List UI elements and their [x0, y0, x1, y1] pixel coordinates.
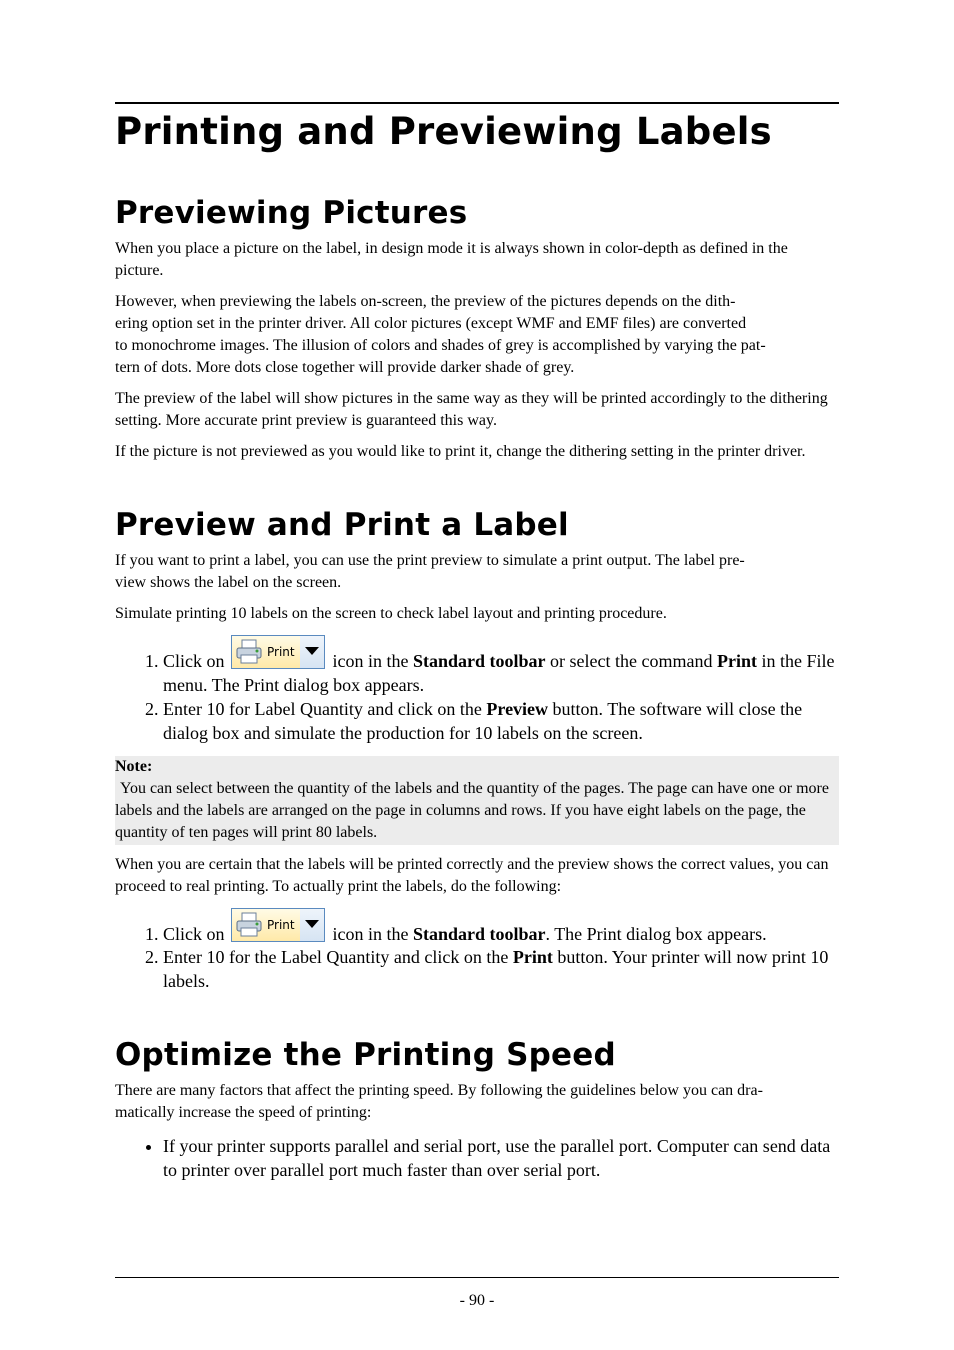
steps-list-print	[115, 908, 839, 993]
text: button. The software will close the dialog box and simulate the production for 10 labels on the screen.	[163, 699, 803, 743]
text: Click on	[163, 924, 225, 944]
text: icon in the	[332, 651, 409, 671]
print-button-main[interactable]	[232, 636, 301, 668]
text: Enter 10 for Label Quantity and click on the	[163, 699, 482, 719]
text-line: If you want to print a label, you can use the print preview to simulate a print output. The label pre-	[115, 552, 745, 569]
heading-previewing-pictures: Previewing Pictures	[115, 195, 468, 231]
text-line: matically increase the speed of printing:	[115, 1104, 372, 1121]
text: icon in the	[332, 924, 409, 944]
paragraph	[115, 291, 839, 379]
text: in the File menu. The Print dialog box appears.	[163, 651, 835, 695]
print-button-label: Print	[267, 918, 295, 932]
text-line: to monochrome images. The illusion of colors and shades of grey is accomplished by varying the pat-	[115, 337, 766, 354]
print-toolbar-button[interactable]	[231, 635, 325, 669]
page-title: Printing and Previewing Labels	[115, 110, 772, 153]
bold-text: Standard toolbar	[412, 651, 546, 671]
list-item: • If your printer supports parallel and serial port, use the parallel port. Computer can send data to printer over parallel port much faster than over serial port.	[163, 1134, 839, 1182]
guidelines-list	[115, 1134, 839, 1182]
print-toolbar-button[interactable]	[231, 908, 325, 942]
print-dropdown-button[interactable]	[300, 909, 324, 941]
paragraph: When you are certain that the labels will be printed correctly and the preview shows the correct values, you can proceed to real printing. To actually print the labels, do the following:	[115, 856, 829, 895]
text-line: view shows the label on the screen.	[115, 574, 342, 591]
top-rule	[115, 102, 839, 104]
paragraph	[115, 550, 839, 594]
steps-list-preview	[115, 635, 839, 745]
text: Click on	[163, 651, 225, 671]
list-item	[163, 697, 839, 745]
footer-rule	[115, 1277, 839, 1278]
note-text: You can select between the quantity of the labels and the quantity of the pages. The page can have one or more labels and the labels are arranged on the page in columns and rows. If you have eight labels on the page, the quantity of ten pages will print 80 labels.	[115, 780, 829, 841]
note-box	[115, 756, 839, 845]
heading-preview-and-print: Preview and Print a Label	[115, 507, 569, 543]
paragraph	[115, 1080, 839, 1124]
text: or select the command	[550, 651, 713, 671]
text-line: tern of dots. More dots close together will provide darker shade of grey.	[115, 359, 575, 376]
note-title: Note:	[115, 758, 153, 775]
paragraph: Simulate printing 10 labels on the screen to check label layout and printing procedure.	[115, 605, 667, 622]
list-item	[163, 908, 839, 945]
heading-optimize-speed: Optimize the Printing Speed	[115, 1037, 616, 1073]
list-item	[163, 635, 839, 697]
paragraph: The preview of the label will show pictures in the same way as they will be printed accordingly to the dithering setting. More accurate print preview is guaranteed this way.	[115, 390, 828, 429]
bold-text: Preview	[486, 699, 549, 719]
bold-text: Print	[716, 651, 757, 671]
bold-text: Print	[512, 947, 553, 967]
text: Enter 10 for the Label Quantity and click on the	[163, 947, 509, 967]
page-number: - 90 -	[459, 1292, 495, 1309]
chevron-down-icon	[305, 647, 319, 655]
printer-icon	[235, 639, 265, 665]
paragraph: If the picture is not previewed as you would like to print it, change the dithering setting in the printer driver.	[115, 443, 806, 460]
document-page	[115, 102, 839, 1182]
text-line: ering option set in the printer driver. All color pictures (except WMF and EMF files) are converted	[115, 315, 747, 332]
bold-text: Standard toolbar	[412, 924, 546, 944]
text-line: However, when previewing the labels on-screen, the preview of the pictures depends on the dith-	[115, 293, 736, 310]
chevron-down-icon	[305, 920, 319, 928]
print-button-label: Print	[267, 645, 295, 659]
paragraph: When you place a picture on the label, in design mode it is always shown in color-depth as defined in the picture.	[115, 240, 788, 279]
text: button. Your printer will now print 10 labels.	[163, 947, 829, 991]
print-dropdown-button[interactable]	[300, 636, 324, 668]
list-item	[163, 945, 839, 993]
text-line: There are many factors that affect the printing speed. By following the guidelines below you can dra-	[115, 1082, 763, 1099]
printer-icon	[235, 912, 265, 938]
print-button-main[interactable]	[232, 909, 301, 941]
text: . The Print dialog box appears.	[545, 924, 767, 944]
